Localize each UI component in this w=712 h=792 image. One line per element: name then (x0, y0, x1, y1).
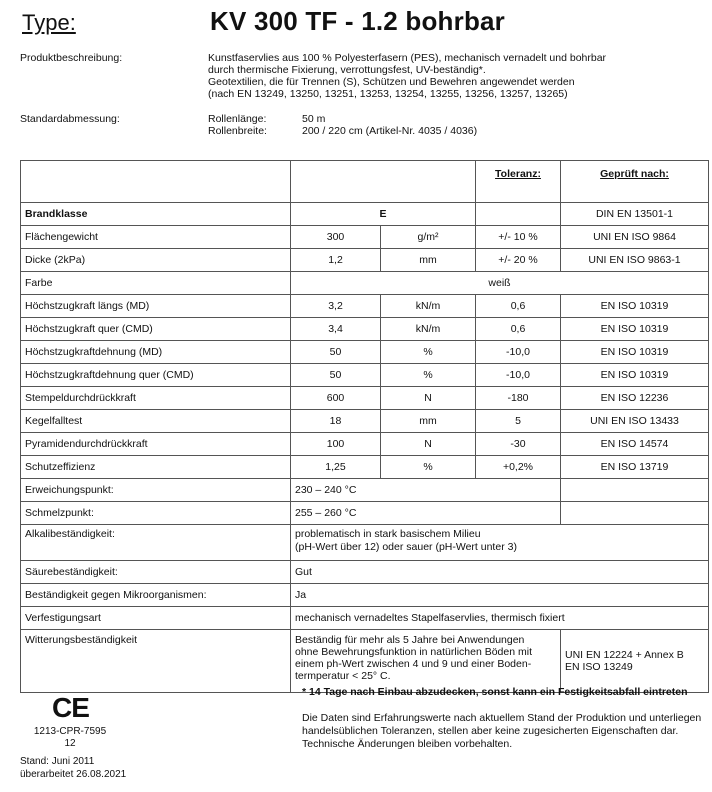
row-unit: g/m² (381, 226, 476, 249)
row-unit: N (381, 387, 476, 410)
table-row (21, 341, 709, 364)
row-unit: % (381, 456, 476, 479)
weather-line: Beständig für mehr als 5 Jahre bei Anwendungen (295, 634, 525, 646)
type-label: Type: (22, 10, 76, 35)
weather-norm-line: EN ISO 13249 (565, 661, 633, 673)
row-tolerance: 0,6 (476, 295, 561, 318)
empty-cell (561, 502, 709, 525)
row-unit: % (381, 341, 476, 364)
roll-width-value: 200 / 220 cm (Artikel-Nr. 4035 / 4036) (302, 125, 478, 137)
row-tolerance: -180 (476, 387, 561, 410)
alkali-line: problematisch in stark basischem Milieu (295, 528, 481, 540)
weather-line: termperatur < 25° C. (295, 670, 391, 682)
header-empty-cell (21, 161, 291, 203)
row-norm: EN ISO 13719 (561, 456, 709, 479)
tested-header: Geprüft nach: (561, 161, 709, 203)
empty-cell (561, 479, 709, 502)
table-row (21, 561, 709, 584)
row-tolerance: -10,0 (476, 364, 561, 387)
table-row (21, 456, 709, 479)
row-norm: DIN EN 13501-1 (561, 203, 709, 226)
row-unit: mm (381, 410, 476, 433)
ce-mark-icon: CE (52, 692, 89, 723)
description-line: durch thermische Fixierung, verrottungsfest, UV-beständig*. (208, 64, 486, 76)
table-row (21, 502, 709, 525)
alkali-value (291, 525, 709, 561)
table-row (21, 203, 709, 226)
micro-value: Ja (291, 584, 709, 607)
row-name: Schutzeffizienz (21, 456, 291, 479)
row-norm: EN ISO 14574 (561, 433, 709, 456)
cert-year: 12 (64, 738, 76, 749)
acid-label: Säurebeständigkeit: (21, 561, 291, 584)
row-name: Höchstzugkraft quer (CMD) (21, 318, 291, 341)
row-value: 50 (291, 341, 381, 364)
table-row (21, 479, 709, 502)
row-unit: kN/m (381, 318, 476, 341)
row-tolerance: -10,0 (476, 341, 561, 364)
row-value: 50 (291, 364, 381, 387)
row-norm: EN ISO 10319 (561, 341, 709, 364)
row-tolerance: -30 (476, 433, 561, 456)
table-row (21, 525, 709, 561)
row-value: 100 (291, 433, 381, 456)
description-line: Kunstfaservlies aus 100 % Polyesterfasern (PES), mechanisch vernadelt und bohrbar (208, 52, 607, 64)
footnote: * 14 Tage nach Einbau abzudecken, sonst kann ein Festigkeitsabfall eintreten (302, 686, 688, 698)
row-name: Höchstzugkraft längs (MD) (21, 295, 291, 318)
table-row (21, 295, 709, 318)
table-row (21, 433, 709, 456)
tolerance-header: Toleranz: (476, 161, 561, 203)
micro-label: Beständigkeit gegen Mikroorganismen: (21, 584, 291, 607)
status-date: Stand: Juni 2011 (20, 756, 95, 767)
disclaimer-line: Technische Änderungen bleiben vorbehalten. (302, 738, 513, 750)
table-row (21, 249, 709, 272)
table-row (21, 410, 709, 433)
row-norm: UNI EN ISO 13433 (561, 410, 709, 433)
product-title: KV 300 TF - 1.2 bohrbar (210, 6, 506, 36)
table-row (21, 607, 709, 630)
softening-label: Erweichungspunkt: (21, 479, 291, 502)
row-tolerance: 5 (476, 410, 561, 433)
table-row (21, 272, 709, 295)
description-text (208, 52, 606, 100)
dimensions-label: Standardabmessung: (20, 113, 120, 125)
row-name: Dicke (2kPa) (21, 249, 291, 272)
row-tolerance: +/- 10 % (476, 226, 561, 249)
row-value: 3,2 (291, 295, 381, 318)
row-value: 1,2 (291, 249, 381, 272)
row-name: Höchstzugkraftdehnung (MD) (21, 341, 291, 364)
table-row (21, 226, 709, 249)
row-norm: EN ISO 10319 (561, 364, 709, 387)
row-name: Farbe (21, 272, 291, 295)
cert-number: 1213-CPR-7595 (33, 726, 107, 737)
disclaimer-line: Die Daten sind Erfahrungswerte nach aktuellem Stand der Produktion und unterliegen (302, 712, 702, 724)
row-unit: mm (381, 249, 476, 272)
row-unit: N (381, 433, 476, 456)
weather-norm-line: UNI EN 12224 + Annex B (565, 649, 684, 661)
roll-width-label: Rollenbreite: (208, 125, 267, 137)
fix-value: mechanisch vernadeltes Stapelfaservlies, thermisch fixiert (291, 607, 709, 630)
softening-value: 230 – 240 °C (291, 479, 561, 502)
alkali-line: (pH-Wert über 12) oder sauer (pH-Wert unter 3) (295, 541, 517, 553)
row-tolerance: 0,6 (476, 318, 561, 341)
disclaimer-line: handelsüblichen Toleranzen, stellen aber keine zugesicherten Eigenschaften dar. (302, 725, 679, 737)
row-value: 18 (291, 410, 381, 433)
row-value: 3,4 (291, 318, 381, 341)
table-row (21, 364, 709, 387)
alkali-label: Alkalibeständigkeit: (21, 525, 291, 561)
row-value: weiß (291, 272, 709, 295)
row-value: 300 (291, 226, 381, 249)
melting-label: Schmelzpunkt: (21, 502, 291, 525)
description-line: (nach EN 13249, 13250, 13251, 13253, 13254, 13255, 13256, 13257, 13265) (208, 88, 568, 100)
acid-value: Gut (291, 561, 709, 584)
weather-value (291, 630, 561, 693)
row-name: Höchstzugkraftdehnung quer (CMD) (21, 364, 291, 387)
melting-value: 255 – 260 °C (291, 502, 561, 525)
revised-date: überarbeitet 26.08.2021 (20, 769, 127, 780)
row-unit: kN/m (381, 295, 476, 318)
description-line: Geotextilien, die für Trennen (S), Schützen und Bewehren angewendet werden (208, 76, 575, 88)
weather-label: Witterungsbeständigkeit (21, 630, 291, 693)
row-tolerance: +/- 20 % (476, 249, 561, 272)
table-row (21, 584, 709, 607)
fix-label: Verfestigungsart (21, 607, 291, 630)
row-value: E (291, 203, 476, 226)
row-norm: EN ISO 12236 (561, 387, 709, 410)
row-norm: EN ISO 10319 (561, 295, 709, 318)
row-name: Brandklasse (21, 203, 291, 226)
row-tolerance: +0,2% (476, 456, 561, 479)
header-empty-cell (291, 161, 476, 203)
table-row (21, 630, 709, 693)
table-row (21, 387, 709, 410)
row-norm: UNI EN ISO 9863-1 (561, 249, 709, 272)
weather-line: ohne Bewehrungsfunktion in natürlichen Böden mit (295, 646, 532, 658)
table-header-row (21, 161, 709, 203)
row-unit: % (381, 364, 476, 387)
row-norm: EN ISO 10319 (561, 318, 709, 341)
weather-norm (561, 630, 709, 693)
row-name: Stempeldurchdrückkraft (21, 387, 291, 410)
roll-length-label: Rollenlänge: (208, 113, 267, 125)
row-value: 600 (291, 387, 381, 410)
roll-length-value: 50 m (302, 113, 326, 125)
spec-table (20, 160, 709, 693)
description-label: Produktbeschreibung: (20, 52, 123, 64)
row-norm: UNI EN ISO 9864 (561, 226, 709, 249)
table-row (21, 318, 709, 341)
row-name: Pyramidendurchdrückkraft (21, 433, 291, 456)
disclaimer (302, 712, 702, 751)
row-value: 1,25 (291, 456, 381, 479)
row-name: Flächengewicht (21, 226, 291, 249)
row-name: Kegelfalltest (21, 410, 291, 433)
row-tolerance (476, 203, 561, 226)
weather-line: einem ph-Wert zwischen 4 und 9 und einer Boden- (295, 658, 532, 670)
